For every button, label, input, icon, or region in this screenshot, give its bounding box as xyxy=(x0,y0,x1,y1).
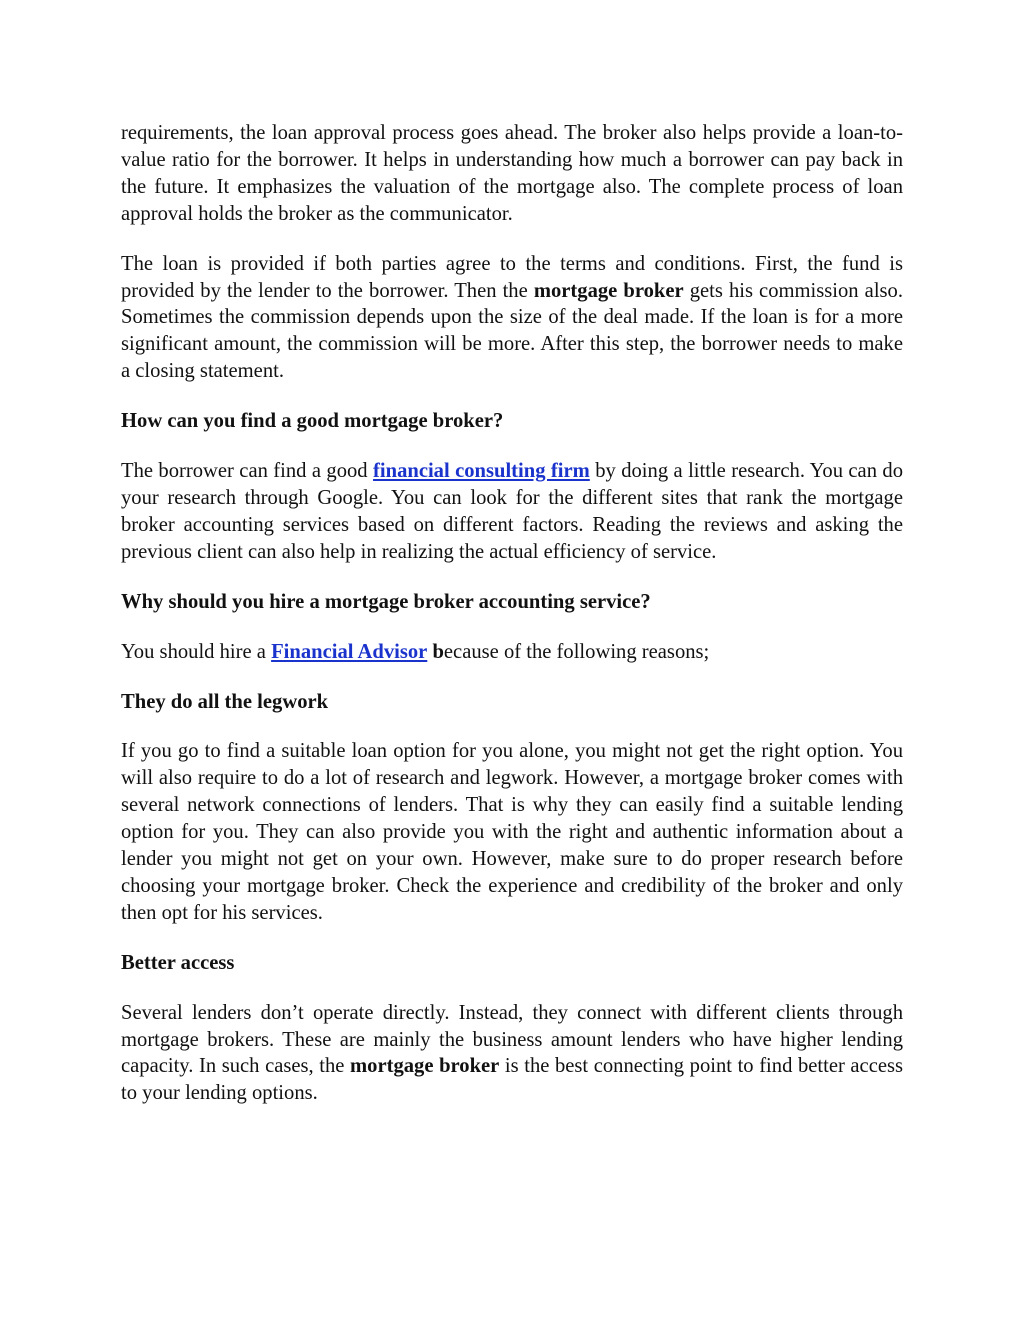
heading-find-good-broker: How can you find a good mortgage broker? xyxy=(121,410,504,433)
paragraph-loan-provided xyxy=(121,251,903,386)
paragraph-text: ecause of the following reasons; xyxy=(443,640,710,663)
bold-letter: b xyxy=(432,640,444,663)
paragraph-find-broker xyxy=(121,458,903,566)
document-body xyxy=(121,120,903,1130)
paragraph-text: If you go to find a suitable loan option for you alone, you might not get the right option. You will also require to do a lot of research and legwork. However, a mortgage broker comes with several network connections of lenders. That is why they can easily find a suitable lending option for you. They can also provide you with the right and authentic information about a lender you might not get on your own. However, make sure to do proper research before choosing your mortgage broker. Check the experience and credibility of the broker and only then opt for his services. xyxy=(121,740,903,924)
link-financial-consulting-firm[interactable]: financial consulting firm xyxy=(373,460,590,483)
paragraph-text: The loan is provided if both parties agree to the terms and conditions. First, the fund is provided by the lender to the borrower. Then the xyxy=(121,252,903,302)
link-financial-advisor[interactable]: Financial Advisor xyxy=(271,640,428,663)
paragraph-text: You should hire a xyxy=(121,640,272,663)
heading-why-hire: Why should you hire a mortgage broker accounting service? xyxy=(121,590,651,613)
bold-term-mortgage-broker: mortgage broker xyxy=(350,1055,500,1078)
paragraph-text: requirements, the loan approval process goes ahead. The broker also helps provide a loan-to-value ratio for the borrower. It helps in understanding how much a borrower can pay back in the future. It emphasizes the valuation of the mortgage also. The complete process of loan approval holds the broker as the communicator. xyxy=(121,122,903,225)
paragraph-text: is the best connecting point to find better access to your lending options. xyxy=(121,1055,904,1105)
paragraph-text: The borrower can find a good xyxy=(121,460,374,483)
heading-better-access: Better access xyxy=(121,951,235,974)
heading-legwork: They do all the legwork xyxy=(121,690,329,713)
bold-term-mortgage-broker: mortgage broker xyxy=(533,279,684,302)
paragraph-text: by doing a little research. You can do your research through Google. You can look for the different sites that rank the mortgage broker accounting services based on different factors. Reading the reviews and asking the previous client can also help in realizing the actual efficiency of service. xyxy=(121,460,903,563)
paragraph-loan-approval xyxy=(121,120,903,228)
paragraph-legwork xyxy=(121,738,903,926)
paragraph-text: gets his commission also. Sometimes the commission depends upon the size of the deal made. If the loan is for a more significant amount, the commission will be more. After this step, the borrower needs to make a closing statement. xyxy=(121,279,903,383)
paragraph-text: Several lenders don’t operate directly. Instead, they connect with different clients through mortgage brokers. These are mainly the business amount lenders who have higher lending capacity. In such cases, the xyxy=(121,1001,903,1078)
paragraph-hire-advisor xyxy=(121,639,903,666)
paragraph-better-access xyxy=(121,1000,903,1108)
